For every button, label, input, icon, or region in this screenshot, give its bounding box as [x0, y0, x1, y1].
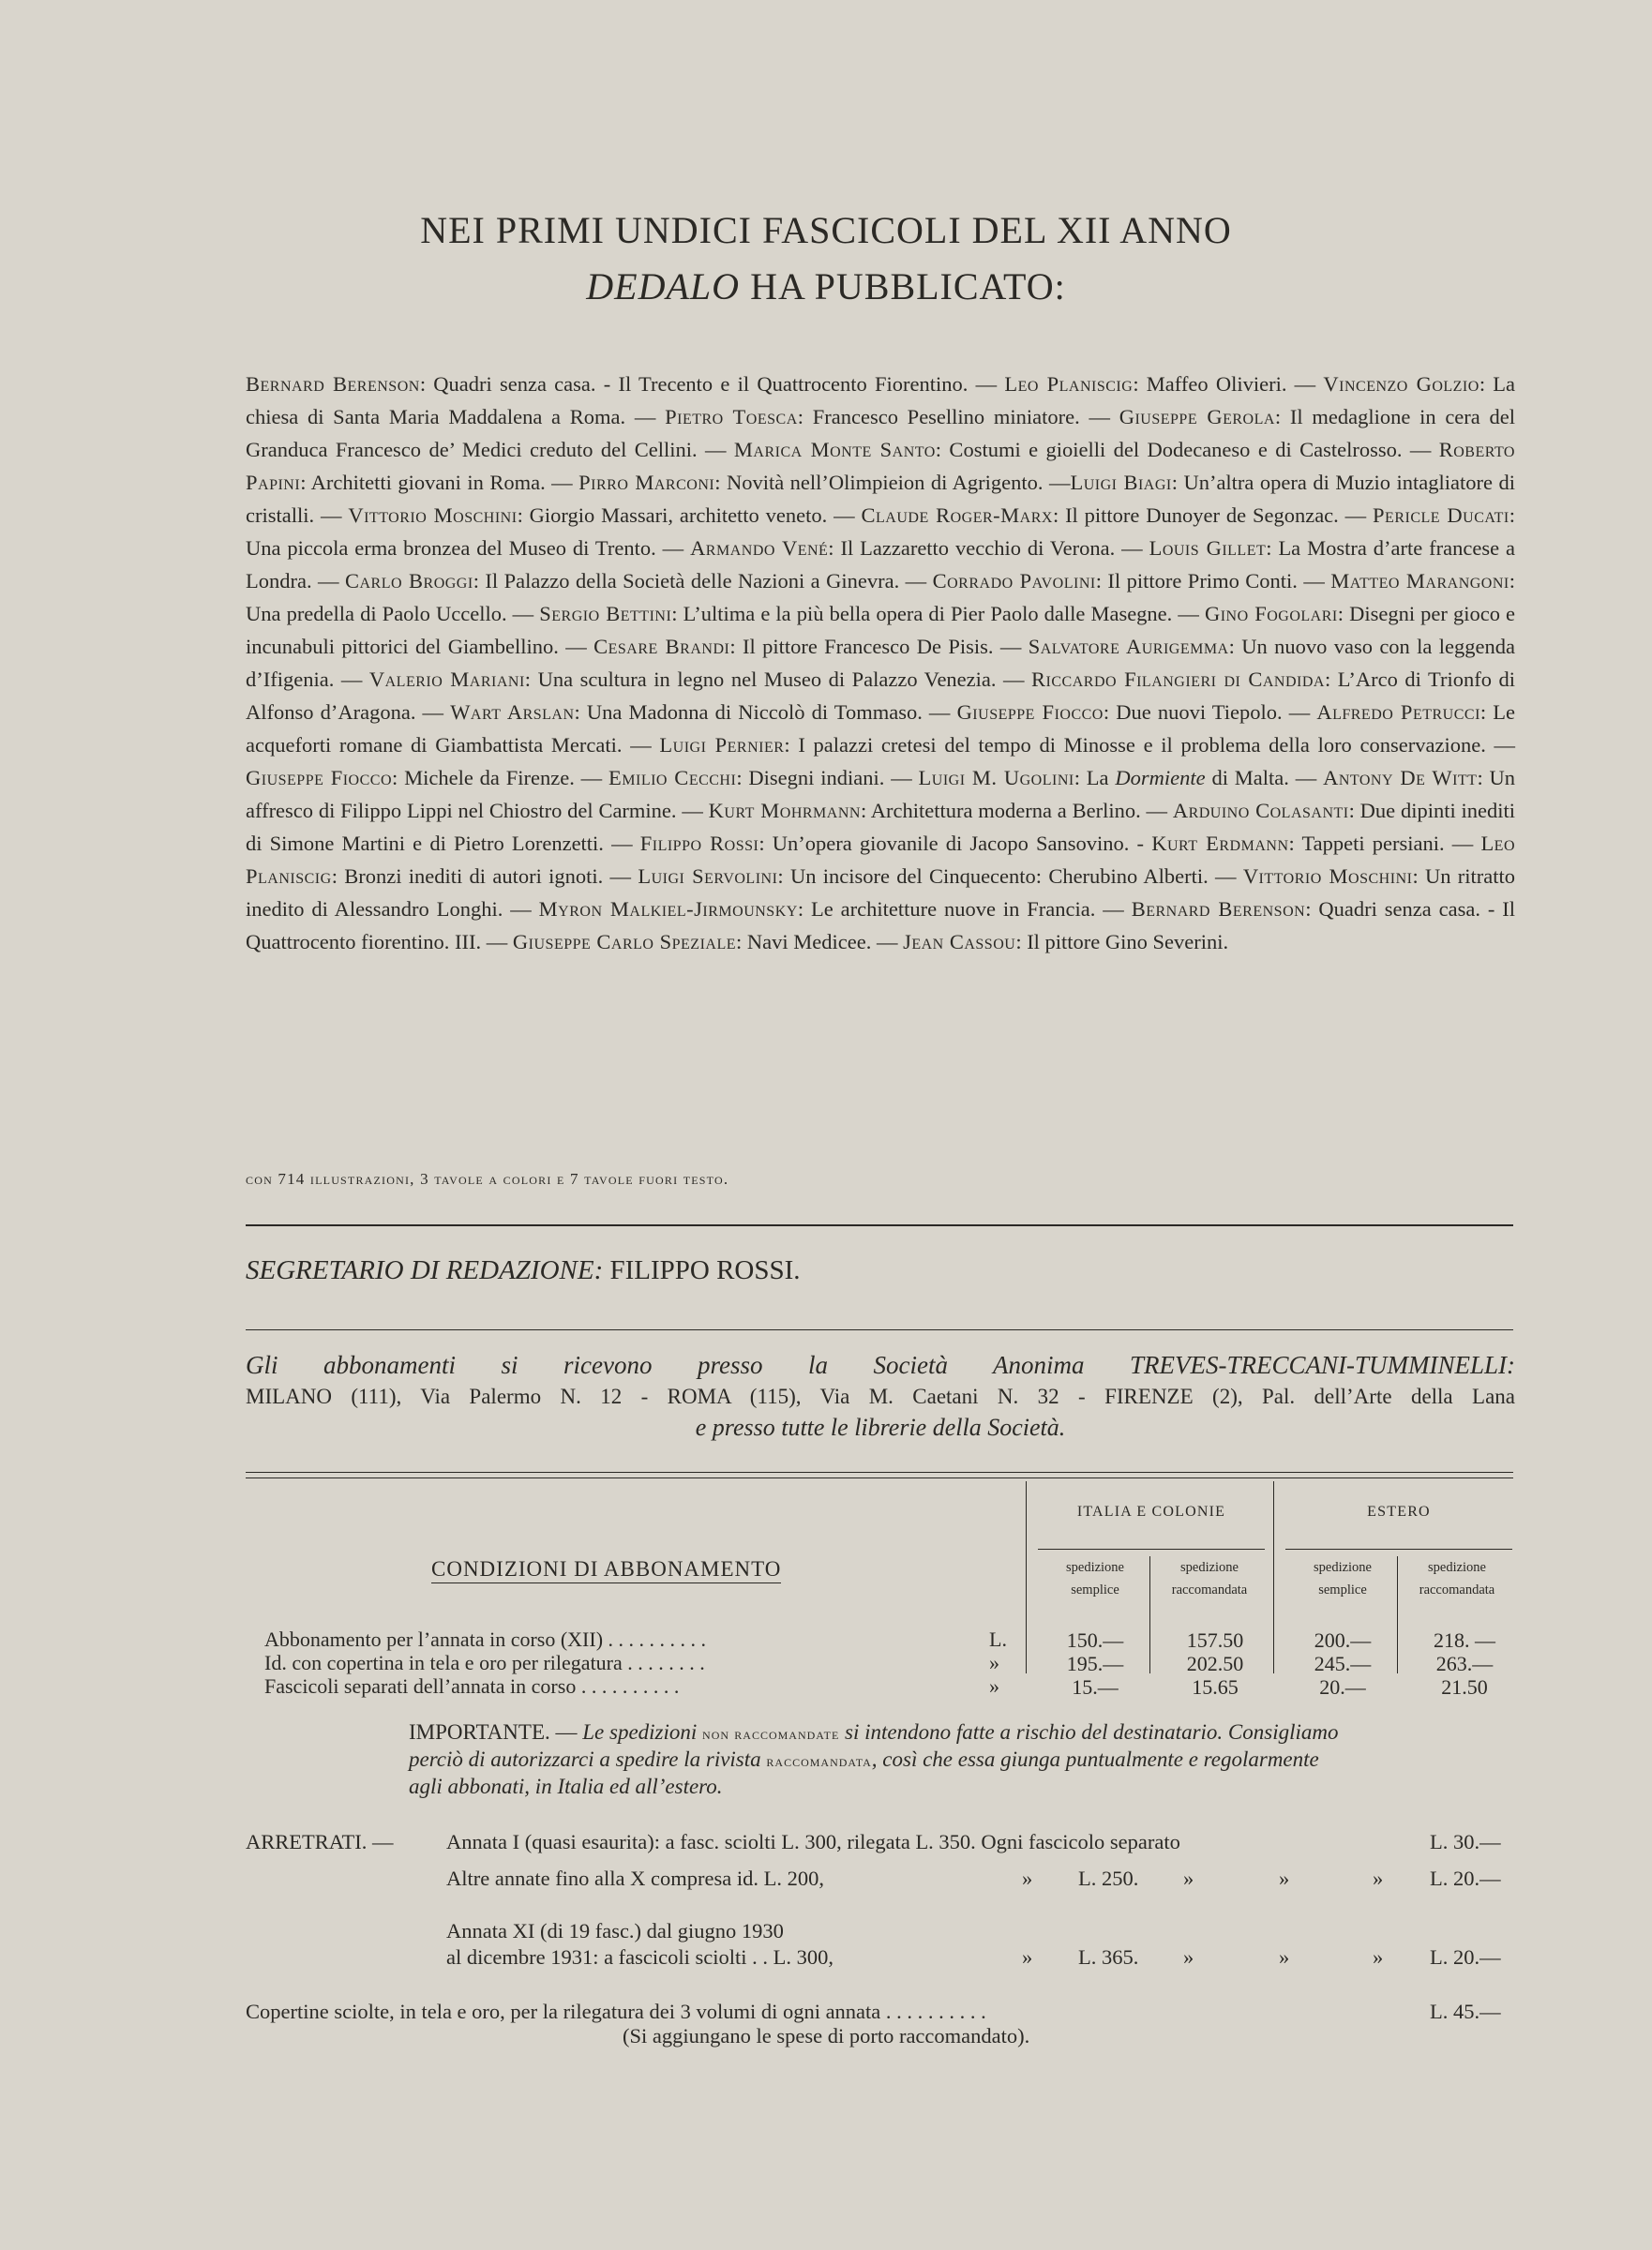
- arretrati-row-3b: al dicembre 1931: a fascicoli sciolti . . L. 300,: [446, 1945, 834, 1969]
- heading-line-1: NEI PRIMI UNDICI FASCICOLI DEL XII ANNO: [420, 209, 1232, 251]
- article-title: : Disegni indiani. —: [736, 766, 919, 789]
- subscriptions-line-3: e presso tutte le librerie della Società.: [695, 1414, 1066, 1441]
- article-title: : Maffeo Olivieri. —: [1133, 372, 1324, 396]
- article-title: : Un’altra opera di Muzio intagliatore di cristalli. —: [246, 471, 1515, 527]
- price-cell: 245.—: [1314, 1652, 1372, 1675]
- article-title: : I palazzi cretesi del tempo di Minosse e il problema della loro conservazione. —: [784, 733, 1516, 757]
- article-title-italic: Dormiente: [1115, 766, 1206, 789]
- article-author: Pericle Ducati: [1373, 503, 1509, 527]
- ditto-mark: »: [1279, 1867, 1290, 1890]
- arretrati-price: L. 20.—: [1430, 1867, 1501, 1890]
- subheader-text: raccomandata: [1171, 1582, 1248, 1598]
- article-author: Riccardo Filangieri di Candida: [1031, 668, 1325, 691]
- heading-line-2: [0, 264, 1652, 308]
- article-title: : Un affresco di Filippo Lippi nel Chiostro del Carmine. —: [246, 766, 1516, 822]
- subheader-text: spedizione: [1313, 1560, 1372, 1575]
- subscriptions-line-1: Gli abbonamenti si ricevono presso la Società Anonima TREVES-TRECCANI-TUMMINELLI:: [246, 1351, 1515, 1379]
- article-author: Giuseppe Gerola: [1119, 405, 1275, 428]
- ditto-mark: »: [1373, 1945, 1384, 1969]
- conditions-title: CONDIZIONI DI ABBONAMENTO: [431, 1557, 781, 1583]
- article-title: : Il pittore Primo Conti. —: [1095, 569, 1331, 592]
- article-title: : Tappeti persiani. —: [1288, 832, 1481, 855]
- article-title: : Le architetture nuove in Francia. —: [797, 897, 1132, 921]
- article-title: : Quadri senza casa. - Il Quattrocento fiorentino. III. —: [246, 897, 1516, 953]
- table-vline: [1397, 1556, 1398, 1673]
- important-text: , così che essa giunga puntualmente e regolarmente agli abbonati, in Italia ed all’estero.: [409, 1748, 1319, 1798]
- article-title: : Il pittore Francesco De Pisis. —: [729, 635, 1029, 658]
- row-label: Abbonamento per l’annata in corso (XII) . . . . . . . . . .: [264, 1628, 707, 1651]
- article-author: Vittorio Moschini: [348, 503, 518, 527]
- subheader-text: semplice: [1318, 1582, 1367, 1598]
- row-label: Fascicoli separati dell’annata in corso . . . . . . . . . .: [264, 1674, 680, 1698]
- article-title: : Un ritratto inedito di Alessandro Longhi. —: [246, 864, 1516, 921]
- article-title: : Michele da Firenze. —: [392, 766, 609, 789]
- secretary-label: SEGRETARIO DI REDAZIONE:: [246, 1255, 604, 1285]
- article-title: : Le acqueforti romane di Giambattista Mercati. —: [246, 700, 1516, 757]
- ditto-mark: »: [1022, 1867, 1033, 1890]
- arretrati-mid-price: L. 250.: [1078, 1867, 1139, 1890]
- secretary-name: FILIPPO ROSSI.: [603, 1255, 801, 1285]
- article-title: : Una scultura in legno nel Museo di Palazzo Venezia. —: [524, 668, 1032, 691]
- article-title: : Un incisore del Cinquecento: Cherubino Alberti. —: [777, 864, 1243, 888]
- subheader-text: spedizione: [1427, 1560, 1486, 1575]
- row-label: Id. con copertina in tela e oro per rilegatura . . . . . . . .: [264, 1651, 705, 1674]
- subheader-text: spedizione: [1065, 1560, 1124, 1575]
- copertine-price: L. 45.—: [1430, 2000, 1501, 2023]
- article-author: Marica Monte Santo: [733, 438, 936, 461]
- article-title: : Architetti giovani in Roma. —: [300, 471, 579, 494]
- arretrati-mid-price: L. 365.: [1078, 1945, 1139, 1969]
- article-author: Luigi M. Ugolini: [918, 766, 1074, 789]
- article-title: : La Mostra d’arte francese a Londra. —: [246, 536, 1515, 592]
- article-author: Pietro Toesca: [665, 405, 798, 428]
- article-title: : Quadri senza casa. - Il Trecento e il Quattrocento Fiorentino. —: [419, 372, 1005, 396]
- article-author: Kurt Mohrmann: [708, 799, 861, 822]
- article-author: Carlo Broggi: [345, 569, 473, 592]
- article-author: Corrado Pavolini: [932, 569, 1096, 592]
- article-author: Sergio Bettini: [539, 602, 672, 625]
- article-title: : Il medaglione in cera del Granduca Francesco de’ Medici creduto del Cellini. —: [246, 405, 1515, 461]
- article-author: Luigi Biagi: [1070, 471, 1172, 494]
- article-title: : Una piccola erma bronzea del Museo di Trento. —: [246, 503, 1516, 560]
- arretrati-row-1: Annata I (quasi esaurita): a fasc. sciolti L. 300, rilegata L. 350. Ogni fascicolo separato: [446, 1830, 1180, 1853]
- editorial-secretary: [246, 1255, 801, 1286]
- article-author: Cesare Brandi: [593, 635, 730, 658]
- price-cell: 195.—: [1066, 1652, 1124, 1675]
- price-cell: 202.50: [1186, 1652, 1244, 1675]
- price-cell: 157.50: [1186, 1628, 1244, 1652]
- ditto-mark: »: [1183, 1945, 1194, 1969]
- price-cell: 200.—: [1314, 1628, 1372, 1652]
- important-text: Le spedizioni: [582, 1720, 703, 1744]
- article-title: : Bronzi inediti di autori ignoti. —: [331, 864, 638, 888]
- table-vline: [1149, 1556, 1150, 1673]
- article-author: Myron Malkiel-Jirmounsky: [538, 897, 798, 921]
- article-title: : Un nuovo vaso con la leggenda d’Ifigenia. —: [246, 635, 1515, 691]
- article-author: Kurt Erdmann: [1151, 832, 1289, 855]
- article-title: : Navi Medicee. —: [736, 930, 904, 953]
- subscriptions-line-2: MILANO (111), Via Palermo N. 12 - ROMA (115), Via M. Caetani N. 32 - FIRENZE (2), Pal. dell’Arte della Lana: [246, 1385, 1515, 1408]
- price-cell: 20.—: [1319, 1675, 1366, 1699]
- important-keyword: raccomandata: [766, 1752, 872, 1770]
- article-title: : Un’opera giovanile di Jacopo Sansovino. -: [758, 832, 1152, 855]
- price-cell: 15.65: [1192, 1675, 1239, 1699]
- arretrati-price: L. 30.—: [1430, 1830, 1501, 1853]
- copertine-note: (Si aggiungano le spese di porto raccomandato).: [623, 2024, 1030, 2048]
- article-title: : Il Palazzo della Società delle Nazioni a Ginevra. —: [473, 569, 933, 592]
- important-lead: IMPORTANTE. —: [409, 1720, 583, 1744]
- article-title: : Due nuovi Tiepolo. —: [1103, 700, 1317, 724]
- article-title: : La: [1074, 766, 1116, 789]
- copertine-text: Copertine sciolte, in tela e oro, per la rilegatura dei 3 volumi di ogni annata . . . . . . . . . .: [246, 2000, 986, 2023]
- article-author: Jean Cassou: [903, 930, 1016, 953]
- subheader-estero-semplice: [1290, 1556, 1395, 1601]
- article-author: Leo Planiscig: [1004, 372, 1134, 396]
- article-author: Louis Gillet: [1149, 536, 1267, 560]
- article-title: : Il Lazzaretto vecchio di Verona. —: [828, 536, 1149, 560]
- article-title: : Una Madonna di Niccolò di Tommaso. —: [574, 700, 957, 724]
- article-author: Matteo Marangoni: [1330, 569, 1509, 592]
- article-author: Luigi Pernier: [659, 733, 785, 757]
- article-author: Roberto Papini: [246, 438, 1515, 494]
- article-title: : L’ultima e la più bella opera di Pier Paolo dalle Masegne. —: [671, 602, 1205, 625]
- table-vline: [1273, 1481, 1274, 1673]
- illustrations-note: con 714 illustrazioni, 3 tavole a colori e 7 tavole fuori testo.: [246, 1170, 729, 1188]
- article-title: di Malta. —: [1205, 766, 1324, 789]
- important-note: [409, 1719, 1351, 1799]
- article-title: : Il pittore Gino Severini.: [1015, 930, 1229, 953]
- subheader-estero-raccomandata: [1404, 1556, 1509, 1601]
- divider: [246, 1329, 1513, 1330]
- heading-line-2-rest: HA PUBBLICATO:: [740, 265, 1066, 308]
- article-author: Giuseppe Fiocco: [246, 766, 393, 789]
- article-title: : Novità nell’Olimpieion di Agrigento. —: [714, 471, 1071, 494]
- arretrati-price: L. 20.—: [1430, 1945, 1501, 1969]
- price-cell: 263.—: [1435, 1652, 1494, 1675]
- article-author: Luigi Servolini: [638, 864, 778, 888]
- article-author: Giuseppe Carlo Speziale: [512, 930, 736, 953]
- article-author: Antony De Witt: [1323, 766, 1478, 789]
- table-hline: [1285, 1549, 1512, 1550]
- ditto-mark: »: [1022, 1945, 1033, 1969]
- article-author: Arduino Colasanti: [1172, 799, 1349, 822]
- price-cell: 150.—: [1066, 1628, 1124, 1652]
- article-title: : Francesco Pesellino miniatore. —: [797, 405, 1119, 428]
- article-author: Bernard Berenson: [1131, 897, 1306, 921]
- article-title: : Giorgio Massari, architetto veneto. —: [517, 503, 862, 527]
- row-unit: »: [989, 1674, 999, 1698]
- article-author: Pirro Marconi: [578, 471, 715, 494]
- subheader-text: raccomandata: [1419, 1582, 1495, 1598]
- article-author: Bernard Berenson: [246, 372, 420, 396]
- article-author: Armando Vené: [690, 536, 829, 560]
- contents-list: [246, 368, 1515, 958]
- article-author: Salvatore Aurigemma: [1028, 635, 1229, 658]
- price-cell: 218. —: [1434, 1628, 1495, 1652]
- article-title: : Costumi e gioielli del Dodecaneso e di Castelrosso. —: [935, 438, 1439, 461]
- article-title: : La chiesa di Santa Maria Maddalena a Roma. —: [246, 372, 1516, 428]
- table-hline: [1038, 1549, 1265, 1550]
- article-title: : Architettura moderna a Berlino. —: [860, 799, 1173, 822]
- ditto-mark: »: [1279, 1945, 1290, 1969]
- article-title: : Disegni per gioco e incunabuli pittorici del Giambellino. —: [246, 602, 1516, 658]
- arretrati-row-3a: Annata XI (di 19 fasc.) dal giugno 1930: [446, 1919, 784, 1942]
- heading-journal-name: DEDALO: [586, 265, 741, 308]
- subheader-text: spedizione: [1179, 1560, 1239, 1575]
- article-author: Vittorio Moschini: [1242, 864, 1413, 888]
- arretrati-row-2: Altre annate fino alla X compresa id. L. 200,: [446, 1867, 824, 1890]
- subheader-text: semplice: [1071, 1582, 1119, 1598]
- row-unit: L.: [989, 1628, 1007, 1651]
- arretrati-label: ARRETRATI. —: [246, 1830, 394, 1853]
- article-title: : Il pittore Dunoyer de Segonzac. —: [1052, 503, 1374, 527]
- ditto-mark: »: [1183, 1867, 1194, 1890]
- subscriptions-info: [246, 1350, 1515, 1443]
- article-author: Emilio Cecchi: [608, 766, 737, 789]
- double-rule: [246, 1472, 1513, 1478]
- ditto-mark: »: [1373, 1867, 1384, 1890]
- header-estero: ESTERO: [1367, 1504, 1431, 1520]
- divider: [246, 1224, 1513, 1226]
- article-title: : Una predella di Paolo Uccello. —: [246, 569, 1516, 625]
- table-vline: [1026, 1481, 1027, 1673]
- header-italia: ITALIA E COLONIE: [1076, 1504, 1226, 1520]
- article-author: Alfredo Petrucci: [1316, 700, 1480, 724]
- article-author: Wart Arslan: [450, 700, 575, 724]
- article-author: Claude Roger-Marx: [861, 503, 1053, 527]
- price-cell: 15.—: [1072, 1675, 1119, 1699]
- important-text: si intendono fatte a rischio del destinatario. Consigliamo perciò di autorizzarci a spedire la rivista: [409, 1720, 1339, 1771]
- article-title: : Due dipinti inediti di Simone Martini e di Pietro Lorenzetti. —: [246, 799, 1516, 855]
- row-unit: »: [989, 1651, 999, 1674]
- subheader-italia-semplice: [1043, 1556, 1148, 1601]
- article-author: Vincenzo Golzio: [1323, 372, 1479, 396]
- article-title: : L’Arco di Trionfo di Alfonso d’Aragona. —: [246, 668, 1515, 724]
- important-keyword: non raccomandate: [702, 1725, 840, 1743]
- article-author: Filippo Rossi: [639, 832, 759, 855]
- subheader-italia-raccomandata: [1157, 1556, 1262, 1601]
- article-author: Gino Fogolari: [1204, 602, 1338, 625]
- article-author: Valerio Mariani: [368, 668, 525, 691]
- price-cell: 21.50: [1441, 1675, 1488, 1699]
- article-author: Giuseppe Fiocco: [956, 700, 1104, 724]
- article-author: Leo Planiscig: [246, 832, 1516, 888]
